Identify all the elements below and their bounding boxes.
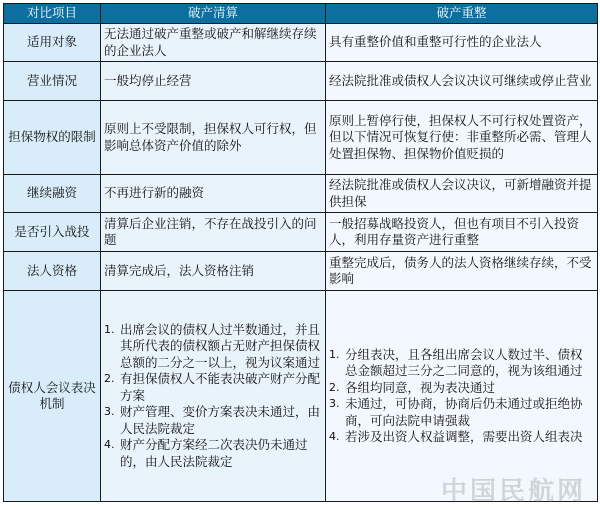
table-row: [4, 252, 598, 291]
row-label: 适用对象: [4, 24, 101, 62]
liquidation-cell: 清算后企业注销，不存在战投引入的问题: [101, 213, 326, 252]
header-liquidation: 破产清算: [101, 4, 326, 24]
table-row: [4, 175, 598, 213]
table-row: [4, 213, 598, 252]
liquidation-cell: 原则上不受限制，担保权人可行权，但影响总体资产价值的除外: [101, 101, 326, 175]
reorganization-cell: 重整完成后，债务人的法人资格继续存续，不受影响: [326, 252, 598, 291]
liquidation-cell: 不再进行新的融资: [101, 175, 326, 213]
table-row: [4, 62, 598, 101]
reorganization-cell: 经法院批准或债权人会议决议，可新增融资并提供担保: [326, 175, 598, 213]
table-row: [4, 101, 598, 175]
row-label: 担保物权的限制: [4, 101, 101, 175]
list-item: 2. 各组均同意，视为表决通过: [329, 379, 496, 395]
row-label: 是否引入战投: [4, 213, 101, 252]
list-item: 4. 财产分配方案经二次表决仍未通过的，由人民法院裁定: [104, 437, 308, 469]
comparison-table: [3, 3, 598, 502]
table-row: [4, 291, 598, 502]
reorganization-voting-list: [329, 347, 594, 446]
liquidation-cell: 清算完成后，法人资格注销: [101, 252, 326, 291]
reorganization-cell: 原则上暂停行使，担保权人不可行权处置资产，但以下情况可恢复行使：非重整所必需、管理人处置担保物、担保物价值贬损的: [326, 101, 598, 175]
header-item: 对比项目: [4, 4, 101, 24]
header-reorganization: 破产重整: [326, 4, 598, 24]
liquidation-voting-list: [104, 322, 322, 471]
reorganization-cell: 具有重整价值和重整可行性的企业法人: [326, 24, 598, 62]
header-row: [4, 4, 598, 24]
reorganization-cell: 一般招募战略投资人，但也有项目不引入投资人，利用存量资产进行重整: [326, 213, 598, 252]
liquidation-cell: 一般均停止经营: [101, 62, 326, 101]
reorganization-cell: 经法院批准或债权人会议决议可继续或停止营业: [326, 62, 598, 101]
row-label: 债权人会议表决机制: [4, 291, 101, 502]
list-item: 4. 若涉及出资人权益调整，需要出资人组表决: [329, 429, 583, 444]
list-item: 1. 分组表决，且各组出席会议人数过半、债权总金额超过三分之二同意的，视为该组通过: [329, 346, 583, 378]
reorganization-cell: [326, 291, 598, 502]
row-label: 继续融资: [4, 175, 101, 213]
liquidation-cell: [101, 291, 326, 502]
list-item: 3. 财产管理、变价方案表决未通过，由人民法院裁定: [104, 404, 321, 436]
watermark-logo: 中国民航网: [440, 477, 586, 507]
row-label: 法人资格: [4, 252, 101, 291]
list-item: 2. 有担保债权人不能表决破产财产分配方案: [104, 371, 321, 403]
list-item: 1. 出席会议的债权人过半数通过，并且其所代表的债权额占无财产担保债权总额的二分之一以上，视为议案通过: [104, 321, 321, 370]
list-item: 3. 未通过，可协商，协商后仍未通过或拒绝协商，可向法院申请强裁: [329, 396, 583, 428]
table-row: [4, 24, 598, 62]
row-label: 营业情况: [4, 62, 101, 101]
liquidation-cell: 无法通过破产重整或破产和解继续存续的企业法人: [101, 24, 326, 62]
